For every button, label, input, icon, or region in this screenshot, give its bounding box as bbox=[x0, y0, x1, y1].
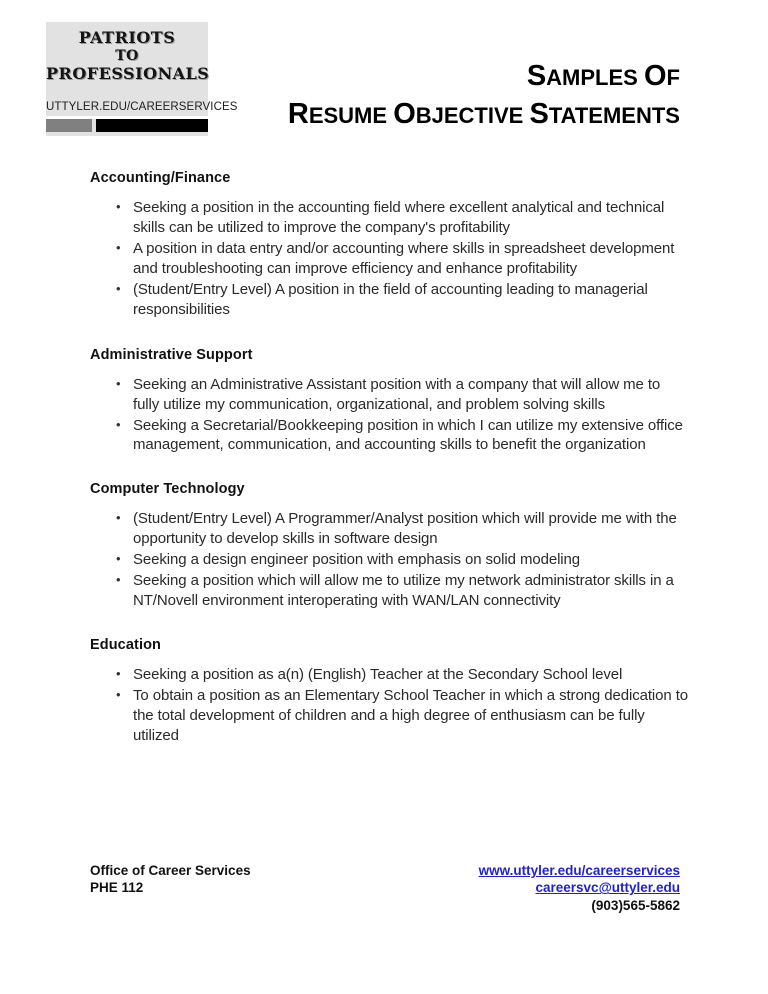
list-item: • (Student/Entry Level) A Programmer/Analyst position which will provide me with the opportunity to develop skills in software design bbox=[0, 509, 768, 549]
section-spacer bbox=[0, 321, 768, 347]
title-cap-s2: S bbox=[529, 97, 549, 130]
page-title-line-1 bbox=[160, 62, 680, 92]
title-smallcaps-tatements: TATEMENTS bbox=[548, 102, 680, 128]
logo-line-2: TO bbox=[115, 48, 139, 64]
title-smallcaps-esume: ESUME bbox=[308, 102, 388, 128]
section-spacer bbox=[0, 612, 768, 637]
logo-url-text: UTTYLER.EDU/CAREERSERVICES bbox=[46, 98, 208, 116]
document-content bbox=[0, 170, 768, 747]
section-heading: Administrative Support bbox=[90, 346, 253, 363]
footer-contact-block bbox=[479, 862, 680, 914]
logo-bar-gray bbox=[46, 119, 92, 132]
bullet-list bbox=[0, 665, 768, 746]
section-computer-technology bbox=[0, 481, 768, 611]
title-smallcaps-bjective: BJECTIVE bbox=[415, 102, 524, 128]
list-item: • Seeking a position which will allow me to utilize my network administrator skills in a NT/Novell environment interoperating with WAN/LAN connectivity bbox=[0, 571, 768, 611]
title-smallcaps-amples: AMPLES bbox=[546, 65, 638, 90]
title-smallcaps-f: F bbox=[666, 65, 680, 90]
document-header bbox=[0, 0, 768, 160]
section-education bbox=[0, 637, 768, 746]
list-item: • Seeking a Secretarial/Bookkeeping position in which I can utilize my extensive office management, communication, and accounting skills to benefit the organization bbox=[0, 416, 768, 456]
logo-line-1: PATRIOTS bbox=[78, 28, 176, 47]
section-heading: Education bbox=[90, 637, 161, 654]
phone-number: (903)565-5862 bbox=[591, 897, 680, 913]
footer-office-name: Office of Career Services bbox=[90, 863, 251, 878]
list-item: • Seeking a design engineer position with emphasis on solid modeling bbox=[0, 550, 768, 570]
section-heading: Accounting/Finance bbox=[90, 170, 231, 186]
document-footer bbox=[0, 862, 768, 932]
logo-bottom-padding bbox=[46, 132, 208, 136]
list-item: • A position in data entry and/or accounting where skills in spreadsheet development and troubleshooting can improve efficiency and enhance profitability bbox=[0, 239, 768, 279]
section-accounting-finance bbox=[0, 170, 768, 320]
title-cap-r: R bbox=[287, 97, 309, 130]
list-item: • Seeking a position in the accounting field where excellent analytical and technical skills can be utilized to improve the company's profitability bbox=[0, 198, 768, 238]
section-spacer bbox=[0, 456, 768, 481]
list-item: • Seeking an Administrative Assistant position with a company that will allow me to fully utilize my communication, organizational, and problem solving skills bbox=[0, 375, 768, 415]
page-title-line-2 bbox=[160, 97, 680, 130]
email-link[interactable]: careersvc@uttyler.edu bbox=[535, 880, 680, 896]
title-cap-o2: O bbox=[393, 97, 416, 130]
website-link[interactable]: www.uttyler.edu/careerservices bbox=[478, 863, 680, 878]
title-cap-o: O bbox=[643, 60, 667, 92]
bullet-list bbox=[0, 509, 768, 611]
footer-office-block bbox=[90, 862, 251, 897]
list-item: • (Student/Entry Level) A position in the field of accounting leading to managerial responsibilities bbox=[0, 280, 768, 320]
list-item: • Seeking a position as a(n) (English) Teacher at the Secondary School level bbox=[0, 665, 768, 685]
list-item: • To obtain a position as an Elementary School Teacher in which a strong dedication to the total development of children and a high degree of enthusiasm can be fully utilized bbox=[0, 686, 768, 746]
section-administrative-support bbox=[0, 347, 768, 456]
bullet-list bbox=[0, 375, 768, 456]
footer-room-number: PHE 112 bbox=[90, 880, 144, 896]
section-heading: Computer Technology bbox=[90, 481, 245, 498]
page-title bbox=[160, 62, 680, 129]
bullet-list bbox=[0, 198, 768, 320]
logo-line-3: PROFESSIONALS bbox=[46, 64, 210, 83]
title-cap-s: S bbox=[526, 60, 547, 92]
